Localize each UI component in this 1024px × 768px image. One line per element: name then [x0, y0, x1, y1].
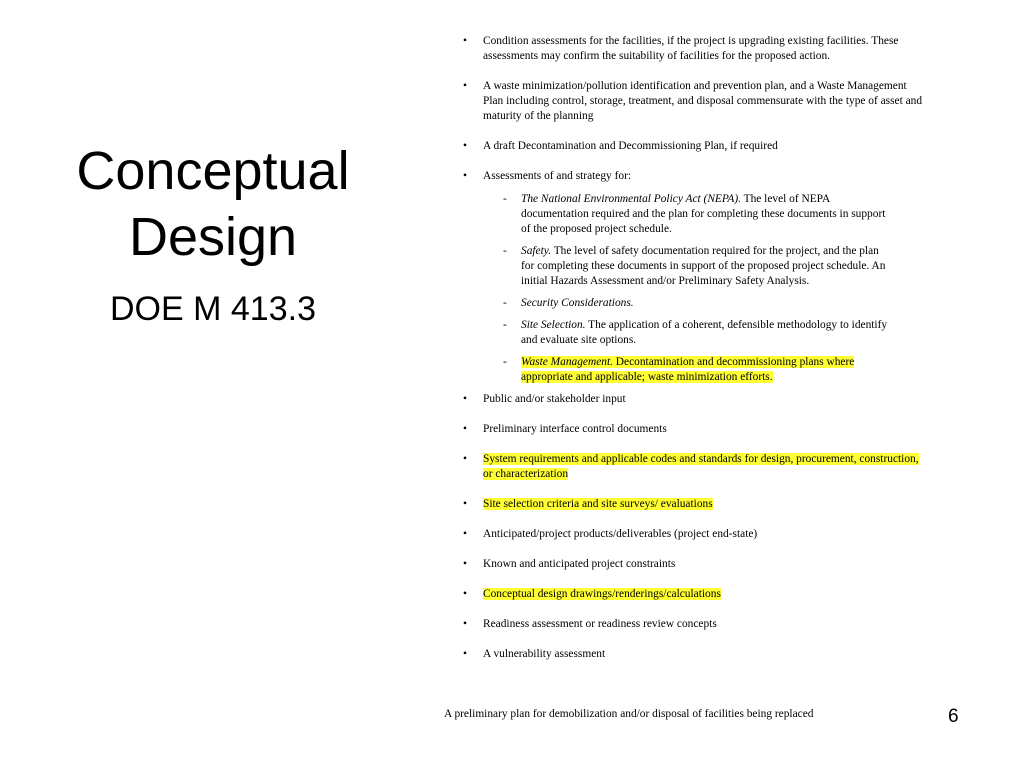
bullet-text: Preliminary interface control documents — [483, 423, 667, 435]
bullet-marker: • — [463, 170, 467, 182]
sub-item-term: Site Selection. — [521, 319, 586, 331]
sub-item-term: Security Considerations. — [521, 297, 634, 309]
sub-bullet-list — [483, 192, 923, 385]
bullet-marker: • — [463, 453, 467, 465]
sub-list-item — [483, 244, 891, 289]
dash-marker: - — [503, 193, 507, 205]
bullet-list — [463, 34, 923, 662]
bullet-marker: • — [463, 588, 467, 600]
bullet-marker: • — [463, 498, 467, 510]
list-item — [463, 34, 923, 64]
bullet-text: Public and/or stakeholder input — [483, 393, 626, 405]
bullet-text: Anticipated/project products/deliverables (project end-state) — [483, 528, 758, 540]
bullet-marker: • — [463, 393, 467, 405]
bullet-text-highlighted: Site selection criteria and site surveys/ evaluations — [483, 498, 713, 510]
sub-item-term: The National Environmental Policy Act (NEPA). — [521, 193, 741, 205]
bullet-text: Readiness assessment or readiness review concepts — [483, 618, 717, 630]
sub-item-text: The application of a coherent, defensible methodology to identify and evaluate site options. — [521, 319, 888, 346]
list-item — [463, 392, 923, 407]
sub-item-text: Decontamination and decommissioning plans where appropriate and applicable; waste minimization efforts. — [521, 356, 855, 383]
bullet-marker: • — [463, 80, 467, 92]
sub-list-item — [483, 192, 891, 237]
dash-marker: - — [503, 297, 507, 309]
title-line-2: Design — [128, 207, 298, 267]
sub-list-item — [483, 355, 891, 385]
bullet-text: Condition assessments for the facilities, if the project is upgrading existing facilities. These assessments may confirm the suitability of facilities for the proposed action. — [483, 35, 899, 62]
bullet-text-highlighted: Conceptual design drawings/renderings/calculations — [483, 588, 721, 600]
bullet-marker: • — [463, 35, 467, 47]
bullet-marker: • — [463, 140, 467, 152]
list-item — [463, 617, 923, 632]
sub-item-text: The level of safety documentation required for the project, and the plan for completing these documents in support of the proposed project schedule. An initial Hazards Assessment and/or Preliminary Safety Analysis. — [521, 245, 886, 287]
dash-marker: - — [503, 319, 507, 331]
list-item — [463, 422, 923, 437]
sub-item-text: The level of NEPA documentation required and the plan for completing these documents in support of the proposed project schedule. — [521, 193, 886, 235]
title-line-1: Conceptual — [76, 141, 350, 201]
title-block — [50, 138, 376, 329]
bullet-marker: • — [463, 558, 467, 570]
page-number: 6 — [948, 706, 959, 727]
list-item — [463, 139, 923, 154]
bullet-marker: • — [463, 423, 467, 435]
list-item — [463, 79, 923, 124]
slide-subtitle: DOE M 413.3 — [110, 290, 316, 328]
list-item — [463, 647, 923, 662]
list-item — [463, 497, 923, 512]
bullet-text-highlighted: System requirements and applicable codes and standards for design, procurement, construction, or characterization — [483, 453, 919, 480]
bullet-text: Assessments of and strategy for: — [483, 170, 632, 182]
bullet-text: A draft Decontamination and Decommissioning Plan, if required — [483, 140, 778, 152]
list-item — [463, 169, 923, 385]
sub-item-term: Safety. — [521, 245, 552, 257]
sub-list-item — [483, 318, 891, 348]
list-item — [463, 557, 923, 572]
bullet-content — [463, 34, 923, 677]
sub-item-term: Waste Management. — [521, 356, 613, 368]
bullet-marker: • — [463, 528, 467, 540]
list-item — [463, 587, 923, 602]
highlighted-text — [521, 356, 854, 383]
sub-list-item — [483, 296, 891, 311]
list-item — [463, 527, 923, 542]
dash-marker: - — [503, 245, 507, 257]
slide-title — [50, 138, 376, 270]
bullet-text: A waste minimization/pollution identification and prevention plan, and a Waste Management Plan including control, storage, treatment, and disposal commensurate with the type of asset and maturity of the planning — [483, 80, 923, 122]
list-item — [463, 452, 923, 482]
bullet-text: Known and anticipated project constraints — [483, 558, 676, 570]
footer-note: A preliminary plan for demobilization and/or disposal of facilities being replaced — [444, 708, 814, 720]
bullet-marker: • — [463, 648, 467, 660]
bullet-text: A vulnerability assessment — [483, 648, 606, 660]
dash-marker: - — [503, 356, 507, 368]
bullet-marker: • — [463, 618, 467, 630]
